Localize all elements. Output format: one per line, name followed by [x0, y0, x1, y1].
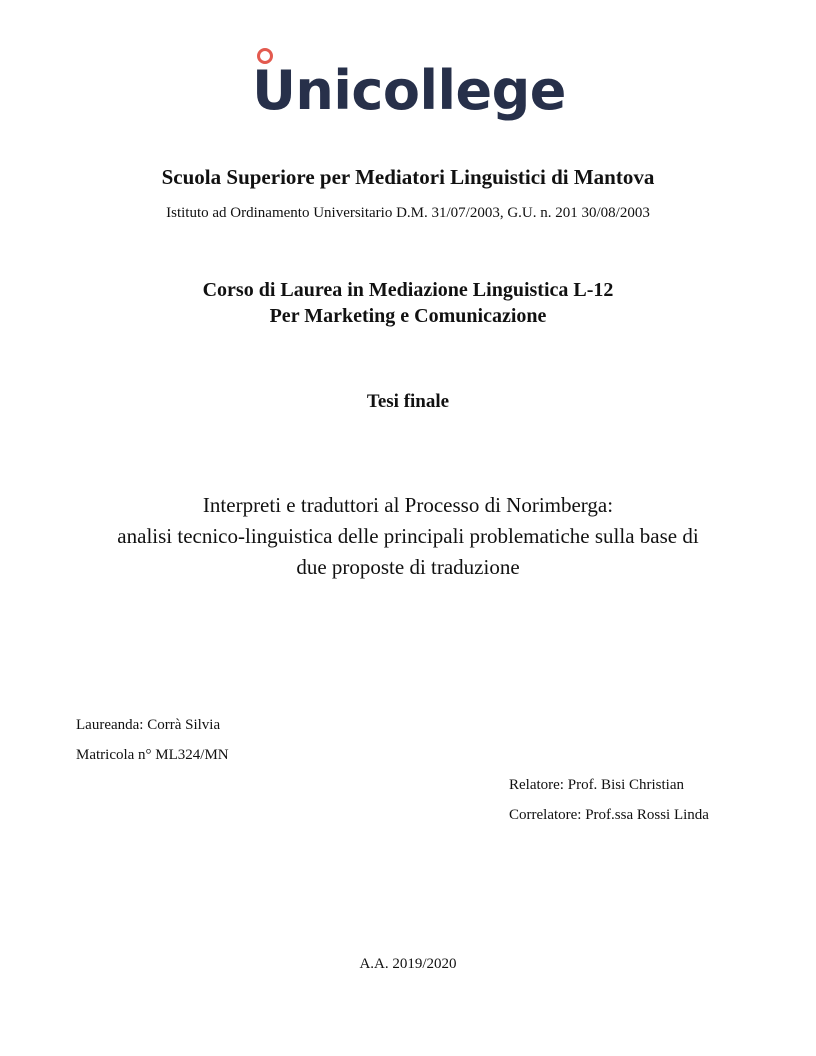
course-title — [0, 277, 816, 329]
student-name: Laureanda: Corrà Silvia — [76, 717, 221, 733]
course-line-2: Per Marketing e Comunicazione — [269, 305, 547, 327]
thesis-title-line-1: Interpreti e traduttori al Processo di Norimberga: — [202, 493, 614, 517]
thesis-title — [60, 490, 756, 583]
logo-text: Unicollege — [252, 59, 566, 122]
thesis-label: Tesi finale — [366, 391, 450, 412]
logo-wordmark — [250, 46, 566, 136]
thesis-title-line-3: due proposte di traduzione — [296, 555, 520, 579]
logo-dot-icon — [257, 48, 273, 64]
correlatore: Correlatore: Prof.ssa Rossi Linda — [509, 807, 709, 823]
unicollege-logo — [0, 46, 816, 136]
student-matricola: Matricola n° ML324/MN — [76, 747, 229, 763]
academic-year: A.A. 2019/2020 — [359, 956, 457, 972]
school-name: Scuola Superiore per Mediatori Linguistici di Mantova — [161, 165, 655, 189]
thesis-title-line-2: analisi tecnico-linguistica delle principali problematiche sulla base di — [117, 524, 699, 548]
institute-info: Istituto ad Ordinamento Universitario D.M. 31/07/2003, G.U. n. 201 30/08/2003 — [166, 205, 650, 221]
course-line-1: Corso di Laurea in Mediazione Linguistica L-12 — [202, 279, 614, 301]
relatore: Relatore: Prof. Bisi Christian — [509, 777, 684, 793]
